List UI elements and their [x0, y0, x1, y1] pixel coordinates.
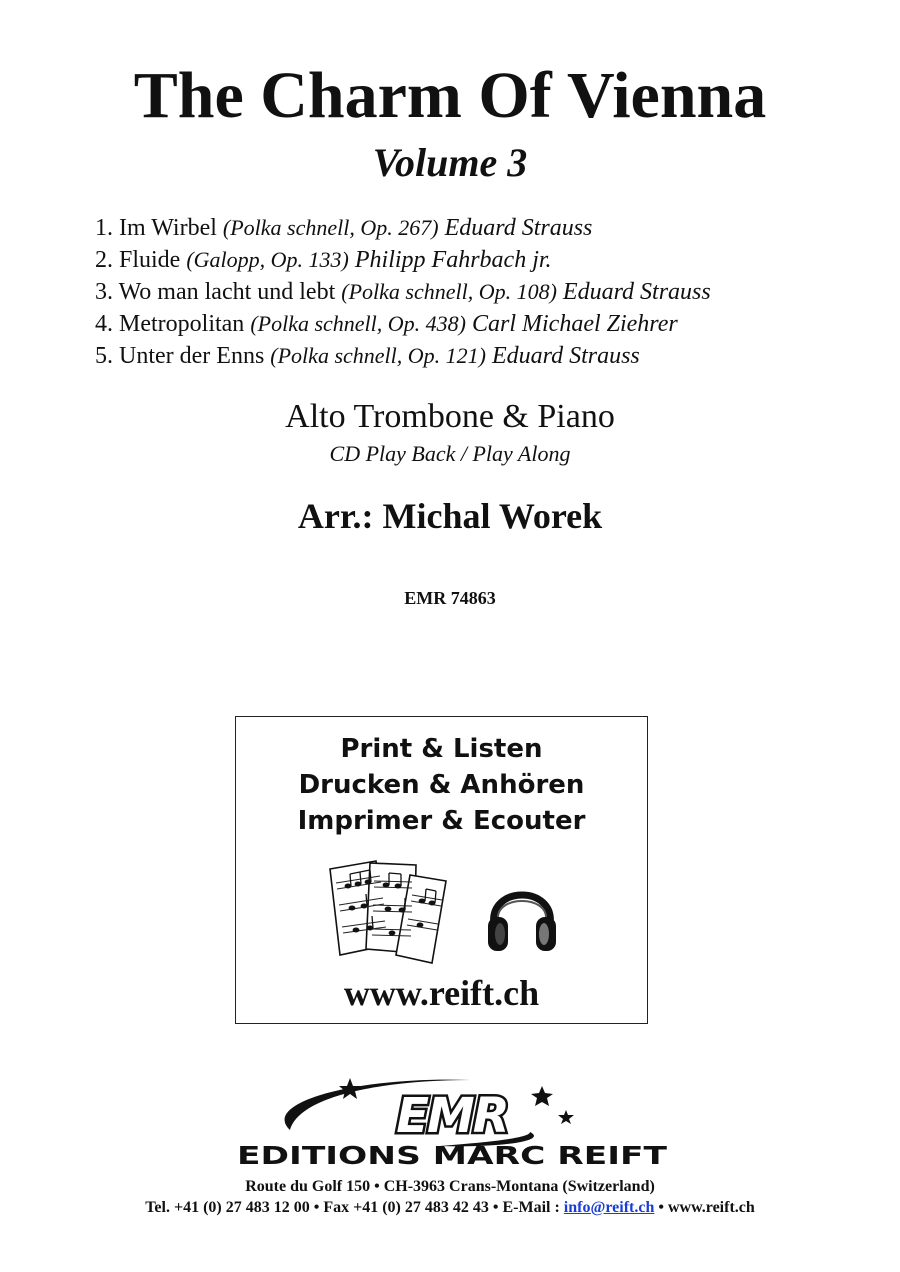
email-link[interactable]: info@reift.ch: [563, 1199, 655, 1216]
contact-phone-fax: Tel. +41 (0) 27 483 12 00 • Fax +41 (0) 27 483 42 43 • E-Mail :: [145, 1199, 564, 1216]
track-detail: (Polka schnell, Op. 267): [222, 215, 439, 240]
instrumentation: Alto Trombone & Piano: [285, 398, 615, 435]
track-detail: (Polka schnell, Op. 121): [270, 343, 486, 368]
promo-line-fr: Imprimer & Ecouter: [297, 806, 586, 836]
promo-line-de: Drucken & Anhören: [298, 770, 585, 800]
track-item: [95, 340, 875, 372]
track-composer: Eduard Strauss: [562, 279, 711, 305]
track-composer: Eduard Strauss: [491, 343, 640, 369]
track-list: [95, 212, 875, 372]
print-listen-box: [235, 716, 648, 1024]
track-item: [95, 244, 875, 276]
track-item: [95, 308, 875, 340]
arranger: Arr.: Michal Worek: [297, 496, 603, 536]
catalog-number: EMR 74863: [404, 588, 496, 608]
score-title: The Charm Of Vienna: [133, 59, 767, 132]
track-item: [95, 276, 875, 308]
track-title: 3. Wo man lacht und lebt: [95, 279, 336, 305]
track-title: 2. Fluide: [95, 247, 181, 273]
track-composer: Philipp Fahrbach jr.: [354, 247, 552, 273]
headphones-icon: [484, 867, 560, 957]
track-detail: (Polka schnell, Op. 108): [341, 279, 557, 304]
track-composer: Eduard Strauss: [444, 215, 593, 241]
contact-website[interactable]: • www.reift.ch: [654, 1199, 755, 1216]
track-composer: Carl Michael Ziehrer: [471, 311, 678, 337]
track-title: 4. Metropolitan: [95, 311, 245, 337]
promo-line-en: Print & Listen: [340, 734, 543, 764]
track-detail: (Galopp, Op. 133): [186, 247, 349, 272]
track-detail: (Polka schnell, Op. 438): [250, 311, 466, 336]
cd-playback-note: CD Play Back / Play Along: [329, 441, 571, 466]
track-item: [95, 212, 875, 244]
emr-logo: [230, 1072, 675, 1172]
publisher-address: Route du Golf 150 • CH-3963 Crans-Montana (Switzerland): [245, 1178, 655, 1195]
logo-wordmark: EDITIONS MARC REIFT: [237, 1141, 667, 1170]
promo-website[interactable]: www.reift.ch: [343, 973, 540, 1013]
logo-mark: EMR: [396, 1088, 508, 1144]
volume-subtitle: Volume 3: [372, 140, 528, 185]
sheet-music-icon: [324, 855, 459, 965]
track-title: 5. Unter der Enns: [95, 343, 265, 369]
track-title: 1. Im Wirbel: [95, 215, 217, 241]
publisher-contact: [0, 1197, 900, 1218]
